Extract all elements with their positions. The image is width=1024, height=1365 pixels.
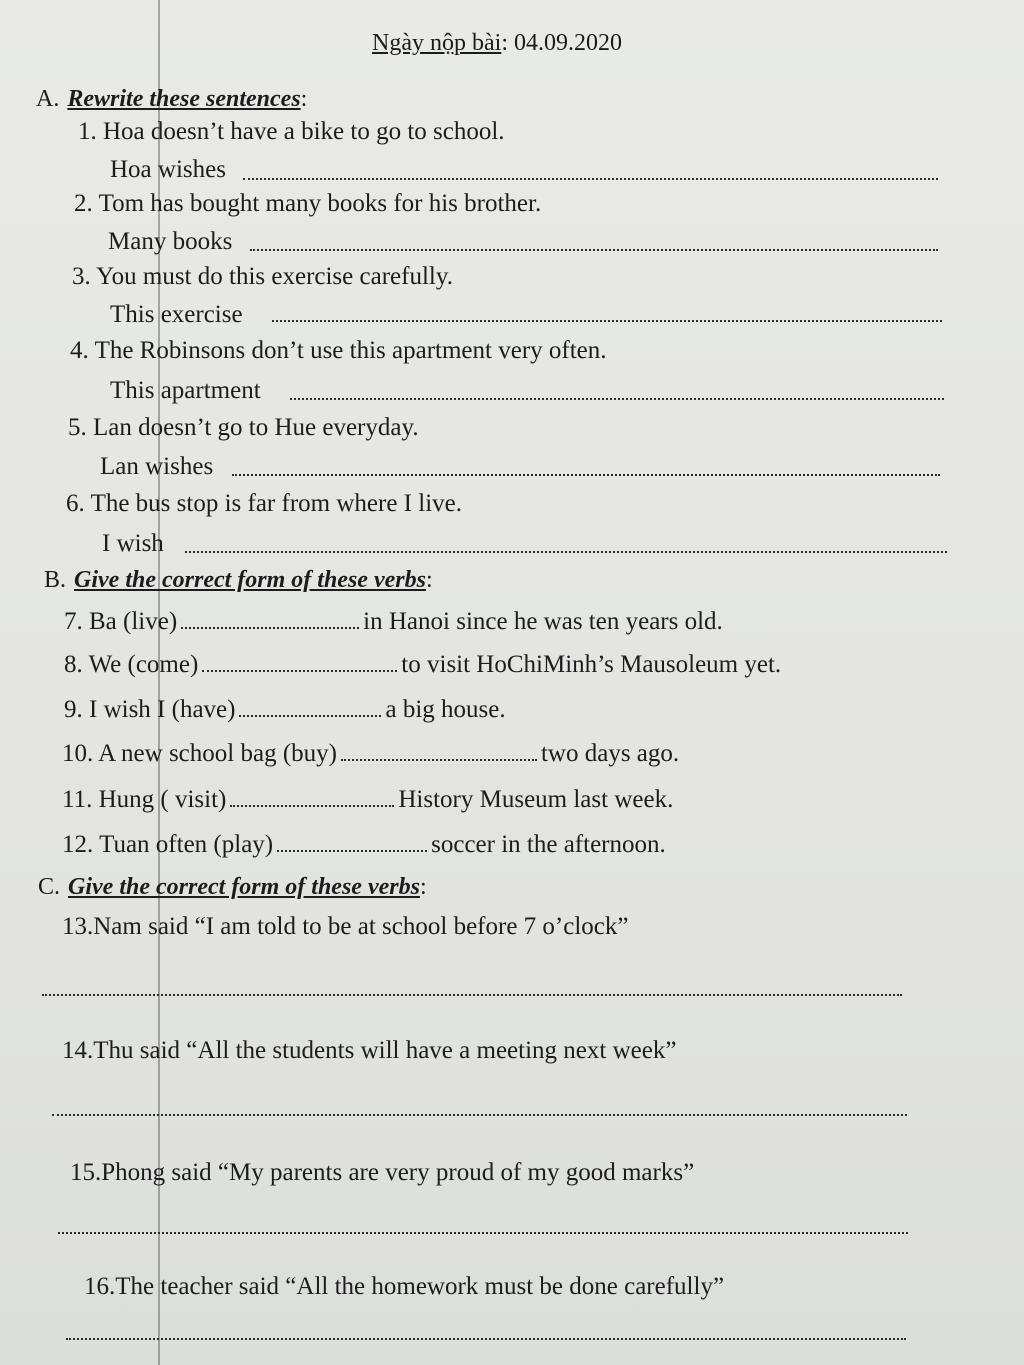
question-12	[62, 831, 666, 859]
answer-prompt-5	[100, 453, 213, 481]
verb-blank[interactable]	[341, 759, 537, 761]
answer-line-3[interactable]	[272, 320, 942, 322]
question-number: 11.	[62, 786, 93, 813]
question-6	[66, 490, 462, 518]
question-number: 3.	[72, 263, 91, 290]
question-sentence: The teacher said “All the homework must be done carefully”	[115, 1273, 725, 1300]
submission-date	[372, 30, 622, 57]
answer-line-4[interactable]	[290, 398, 944, 400]
answer-line-14[interactable]	[52, 1114, 907, 1116]
verb-prompt: Ba (live)	[89, 608, 178, 635]
answer-line-2[interactable]	[250, 249, 938, 251]
date-label: Ngày nộp bài	[372, 30, 502, 56]
question-15	[70, 1159, 694, 1187]
verb-prompt: Hung ( visit)	[98, 786, 227, 813]
question-number: 5.	[68, 414, 87, 441]
question-16	[84, 1273, 724, 1301]
sentence-rest: soccer in the afternoon.	[431, 831, 666, 858]
section-c-heading: Give the correct form of these verbs	[68, 874, 420, 900]
question-sentence: You must do this exercise carefully.	[96, 263, 453, 290]
question-sentence: The Robinsons don’t use this apartment very often.	[94, 337, 607, 364]
question-4	[70, 337, 607, 365]
section-a-colon: :	[300, 86, 308, 112]
sentence-rest: a big house.	[385, 696, 506, 723]
prompt-text: Many books	[108, 228, 233, 255]
question-sentence: Hoa doesn’t have a bike to go to school.	[103, 118, 505, 145]
section-a-header	[36, 86, 307, 113]
verb-prompt: We (come)	[88, 651, 199, 678]
answer-line-6[interactable]	[185, 551, 947, 553]
question-sentence: Phong said “My parents are very proud of my good marks”	[101, 1159, 695, 1186]
section-c-header	[38, 874, 427, 901]
answer-prompt-4	[110, 377, 261, 405]
answer-prompt-3	[110, 301, 243, 329]
answer-prompt-6	[102, 530, 164, 558]
answer-prompt-1	[110, 156, 226, 184]
answer-line-13[interactable]	[42, 994, 902, 996]
verb-blank[interactable]	[239, 715, 381, 717]
verb-prompt: Tuan often (play)	[99, 831, 274, 858]
answer-line-15[interactable]	[58, 1232, 908, 1234]
question-number: 4.	[70, 337, 89, 364]
question-number: 1.	[78, 118, 97, 145]
question-number: 2.	[74, 190, 93, 217]
sentence-rest: to visit HoChiMinh’s Mausoleum yet.	[401, 651, 782, 678]
answer-line-1[interactable]	[243, 178, 938, 180]
question-sentence: Tom has bought many books for his brother.	[98, 190, 542, 217]
question-9	[64, 696, 506, 724]
question-sentence: Thu said “All the students will have a meeting next week”	[93, 1037, 677, 1064]
question-number: 12.	[62, 831, 94, 858]
section-c-letter: C.	[38, 874, 61, 900]
section-b-letter: B.	[44, 567, 67, 593]
question-number: 6.	[66, 490, 85, 517]
question-11	[62, 786, 673, 814]
prompt-text: Lan wishes	[100, 453, 214, 480]
answer-line-16[interactable]	[66, 1338, 906, 1340]
question-5	[68, 414, 419, 442]
verb-prompt: A new school bag (buy)	[98, 740, 337, 767]
prompt-text: This exercise	[110, 301, 243, 328]
prompt-text: This apartment	[110, 377, 261, 404]
question-number: 10.	[62, 740, 94, 767]
date-value: : 04.09.2020	[501, 30, 622, 56]
sentence-rest: History Museum last week.	[398, 786, 674, 813]
question-number: 9.	[64, 696, 83, 723]
section-b-colon: :	[425, 567, 433, 593]
question-3	[72, 263, 453, 291]
prompt-text: Hoa wishes	[110, 156, 226, 183]
question-14	[62, 1037, 676, 1065]
sentence-rest: in Hanoi since he was ten years old.	[363, 608, 723, 635]
question-number: 8.	[64, 651, 83, 678]
question-7	[64, 608, 723, 636]
verb-prompt: I wish I (have)	[89, 696, 236, 723]
question-8	[64, 651, 781, 679]
question-sentence: The bus stop is far from where I live.	[90, 490, 462, 517]
section-b-heading: Give the correct form of these verbs	[74, 567, 426, 593]
sentence-rest: two days ago.	[540, 740, 680, 767]
question-2	[74, 190, 541, 218]
section-b-header	[44, 567, 433, 594]
verb-blank[interactable]	[277, 850, 427, 852]
answer-line-5[interactable]	[232, 474, 940, 476]
question-sentence: Lan doesn’t go to Hue everyday.	[93, 414, 419, 441]
question-10	[62, 740, 679, 768]
section-c-colon: :	[419, 874, 427, 900]
question-number: 13.	[62, 913, 94, 940]
prompt-text: I wish	[102, 530, 164, 557]
question-sentence: Nam said “I am told to be at school before 7 o’clock”	[93, 913, 629, 940]
section-a-letter: A.	[36, 86, 60, 112]
section-a-heading: Rewrite these sentences	[67, 86, 301, 112]
verb-blank[interactable]	[202, 670, 397, 672]
question-1	[78, 118, 505, 146]
question-13	[62, 913, 628, 941]
verb-blank[interactable]	[181, 627, 359, 629]
question-number: 14.	[62, 1037, 94, 1064]
question-number: 15.	[70, 1159, 102, 1186]
verb-blank[interactable]	[230, 805, 394, 807]
question-number: 7.	[64, 608, 83, 635]
answer-prompt-2	[108, 228, 232, 256]
question-number: 16.	[84, 1273, 116, 1300]
